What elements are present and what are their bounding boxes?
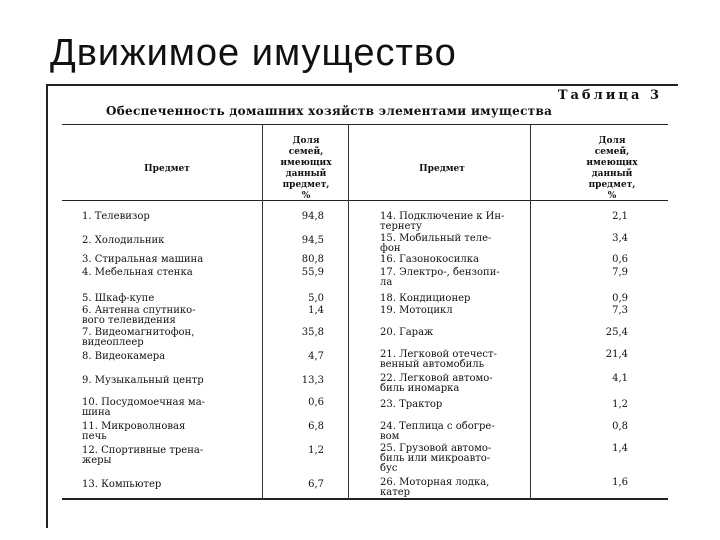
table-cell-name: 1. Телевизор (82, 211, 150, 222)
scanned-table (62, 88, 670, 508)
table-cell-name: 6. Антенна спутнико- вого телевидения (82, 305, 196, 326)
table-cell-value: 2,1 (612, 211, 628, 222)
table-cell-value: 0,6 (308, 397, 324, 408)
table-cell-value: 4,7 (308, 351, 324, 362)
table-cell-value: 6,8 (308, 421, 324, 432)
table-cell-value: 1,6 (612, 477, 628, 488)
header-share-right: Доля семей, имеющих данный предмет, % (586, 136, 638, 201)
table-cell-value: 21,4 (605, 349, 628, 360)
table-cell-value: 0,8 (612, 421, 628, 432)
header-top-rule (62, 124, 668, 125)
table-cell-name: 7. Видеомагнитофон, видеоплеер (82, 327, 195, 348)
header-share-left: Доля семей, имеющих данный предмет, % (280, 136, 332, 201)
table-cell-value: 1,4 (308, 305, 324, 316)
table-cell-name: 25. Грузовой автомо- биль или микроавто- бус (380, 443, 492, 474)
column-divider (262, 124, 263, 500)
column-divider (348, 124, 349, 500)
table-cell-value: 6,7 (308, 479, 324, 490)
table-cell-name: 15. Мобильный теле- фон (380, 233, 492, 254)
table-cell-value: 0,6 (612, 254, 628, 265)
table-cell-value: 7,9 (612, 267, 628, 278)
header-item-right: Предмет (419, 164, 465, 174)
table-caption: Обеспеченность домашних хозяйств элементами имущества (106, 104, 553, 118)
frame-left-border (46, 84, 48, 528)
header-item-left: Предмет (144, 164, 190, 174)
table-cell-name: 24. Теплица с обогре- вом (380, 421, 495, 442)
table-cell-value: 80,8 (301, 254, 324, 265)
table-cell-name: 16. Газонокосилка (380, 254, 479, 265)
table-bottom-rule (62, 498, 668, 500)
table-cell-value: 94,8 (301, 211, 324, 222)
table-cell-name: 10. Посудомоечная ма- шина (82, 397, 206, 418)
table-cell-name: 9. Музыкальный центр (82, 375, 204, 386)
table-cell-name: 5. Шкаф-купе (82, 293, 155, 304)
table-cell-value: 13,3 (301, 375, 324, 386)
table-number: Таблица 3 (557, 88, 662, 103)
table-cell-name: 22. Легковой автомо- биль иномарка (380, 373, 493, 394)
table-cell-value: 1,2 (308, 445, 324, 456)
table-cell-value: 7,3 (612, 305, 628, 316)
table-cell-value: 1,4 (612, 443, 628, 454)
table-cell-name: 13. Компьютер (82, 479, 162, 490)
table-cell-name: 19. Мотоцикл (380, 305, 453, 316)
table-cell-name: 21. Легковой отечест- венный автомобиль (380, 349, 497, 370)
table-cell-value: 25,4 (605, 327, 628, 338)
table-cell-value: 35,8 (301, 327, 324, 338)
column-divider (530, 124, 531, 500)
table-cell-value: 3,4 (612, 233, 628, 244)
table-cell-name: 12. Спортивные трена- жеры (82, 445, 204, 466)
table-cell-name: 14. Подключение к Ин- тернету (380, 211, 505, 232)
table-cell-value: 94,5 (301, 235, 324, 246)
table-cell-value: 5,0 (308, 293, 324, 304)
slide-title: Движимое имущество (50, 32, 457, 74)
table-cell-name: 23. Трактор (380, 399, 443, 410)
table-cell-name: 8. Видеокамера (82, 351, 166, 362)
table-cell-name: 2. Холодильник (82, 235, 165, 246)
table-cell-name: 3. Стиральная машина (82, 254, 204, 265)
table-cell-value: 55,9 (301, 267, 324, 278)
table-cell-name: 26. Моторная лодка, катер (380, 477, 490, 498)
table-cell-name: 4. Мебельная стенка (82, 267, 193, 278)
frame-top-border (46, 84, 678, 86)
table-cell-name: 20. Гараж (380, 327, 434, 338)
table-cell-value: 1,2 (612, 399, 628, 410)
table-cell-value: 4,1 (612, 373, 628, 384)
table-cell-value: 0,9 (612, 293, 628, 304)
table-cell-name: 17. Электро-, бензопи- ла (380, 267, 500, 288)
table-cell-name: 11. Микроволновая печь (82, 421, 186, 442)
table-cell-name: 18. Кондиционер (380, 293, 471, 304)
